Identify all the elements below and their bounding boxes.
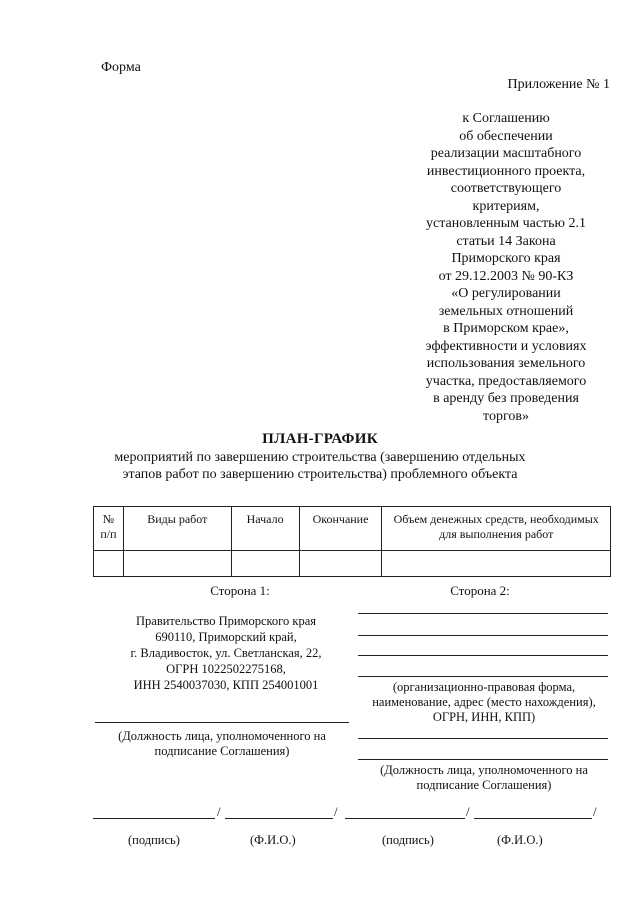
header-start-text: Начало <box>246 512 284 526</box>
appendix-line: торгов» <box>483 408 529 424</box>
appendix-line: земельных отношений <box>438 303 574 319</box>
appendix-line: «О регулировании <box>451 286 561 301</box>
appendix-line: критериям, <box>472 198 540 214</box>
appendix-line: от 29.12.2003 № 90-КЗ <box>438 268 574 284</box>
side1-name-label: (Ф.И.О.) <box>250 833 296 847</box>
org-line: 690110, Приморский край, <box>155 630 297 644</box>
appendix-line: к Соглашению <box>462 111 550 126</box>
header-work-types <box>123 507 231 551</box>
table-cell[interactable] <box>94 551 124 577</box>
appendix-line: в аренду без проведения <box>433 391 579 406</box>
header-end-text: Окончание <box>312 512 369 526</box>
org-line: Правительство Приморского края <box>136 614 316 628</box>
appendix-line: Приморского края <box>451 251 561 266</box>
org-line: ОГРН 1022502275168, <box>166 662 286 676</box>
org-line: ИНН 2540037030, КПП 254001001 <box>133 678 319 692</box>
caption-line: подписание Соглашения) <box>154 744 290 758</box>
appendix-line: соответствующего <box>450 181 562 196</box>
header-work-types-text: Виды работ <box>147 512 208 526</box>
appendix-line: использования земельного <box>426 356 586 371</box>
side2-position-line[interactable] <box>358 759 608 760</box>
side1-label: Сторона 1: <box>210 583 270 598</box>
side2-org-line[interactable] <box>358 655 608 656</box>
appendix-title: Приложение № 1 <box>507 77 610 92</box>
side1-position-caption <box>95 729 349 759</box>
table-cell[interactable] <box>123 551 231 577</box>
table-header-row <box>94 507 611 551</box>
side1-separator: / <box>217 804 221 819</box>
side2-name-line[interactable] <box>474 818 592 819</box>
side1-separator-end: / <box>334 804 338 819</box>
caption-line: (организационно-правовая форма, <box>392 680 576 694</box>
side2-separator-end: / <box>593 804 597 819</box>
appendix-line: эффективности и условиях <box>425 338 587 354</box>
header-number <box>94 507 124 551</box>
side2-separator: / <box>466 804 470 819</box>
caption-line: подписание Соглашения) <box>416 778 552 792</box>
appendix-line: реализации масштабного <box>430 146 582 161</box>
form-label: Форма <box>101 60 141 75</box>
side2-label: Сторона 2: <box>450 583 510 598</box>
org-line: г. Владивосток, ул. Светланская, 22, <box>130 646 322 660</box>
side2-position-caption <box>358 763 610 793</box>
side2-org-line[interactable] <box>358 635 608 636</box>
appendix-line: статьи 14 Закона <box>456 233 556 249</box>
subtitle-line: мероприятий по завершению строительства (завершению отдельных <box>114 450 526 465</box>
side2-org-caption <box>358 680 610 725</box>
appendix-line: в Приморском крае», <box>443 321 569 336</box>
appendix-line: инвестиционного проекта, <box>426 163 586 179</box>
appendix-line: установленным частью 2.1 <box>425 216 586 231</box>
subtitle-line: этапов работ по завершению строительства) проблемного объекта <box>122 467 518 482</box>
side2-signature-label: (подпись) <box>382 833 434 847</box>
side1-signature-line[interactable] <box>93 818 215 819</box>
plan-table <box>93 506 611 577</box>
caption-line: (Должность лица, уполномоченного на <box>118 729 326 743</box>
table-cell[interactable] <box>231 551 299 577</box>
table-row <box>94 551 611 577</box>
caption-line: (Должность лица, уполномоченного на <box>380 763 588 777</box>
document-subtitle <box>80 449 560 483</box>
side2-name-label: (Ф.И.О.) <box>497 833 543 847</box>
header-end <box>299 507 382 551</box>
side2-org-line[interactable] <box>358 676 608 677</box>
table-cell[interactable] <box>299 551 382 577</box>
header-funds-line2: для выполнения работ <box>439 527 554 541</box>
header-funds <box>382 507 611 551</box>
caption-line: наименование, адрес (место нахождения), <box>372 695 596 709</box>
side1-position-line[interactable] <box>95 722 349 723</box>
side2-signature-line[interactable] <box>345 818 465 819</box>
header-start <box>231 507 299 551</box>
side2-position-line[interactable] <box>358 738 608 739</box>
appendix-text <box>395 110 617 425</box>
side1-organization <box>100 613 352 693</box>
side1-signature-label: (подпись) <box>128 833 180 847</box>
appendix-line: участка, предоставляемого <box>425 373 587 389</box>
appendix-line: об обеспечении <box>459 128 553 144</box>
header-number-line1: № <box>102 512 115 526</box>
table-cell[interactable] <box>382 551 611 577</box>
side2-org-line[interactable] <box>358 613 608 614</box>
header-number-line2: п/п <box>100 527 117 541</box>
side1-name-line[interactable] <box>225 818 333 819</box>
caption-line: ОГРН, ИНН, КПП) <box>432 710 536 724</box>
document-title: ПЛАН-ГРАФИК <box>262 431 378 447</box>
header-funds-line1: Объем денежных средств, необходимых <box>393 512 599 526</box>
